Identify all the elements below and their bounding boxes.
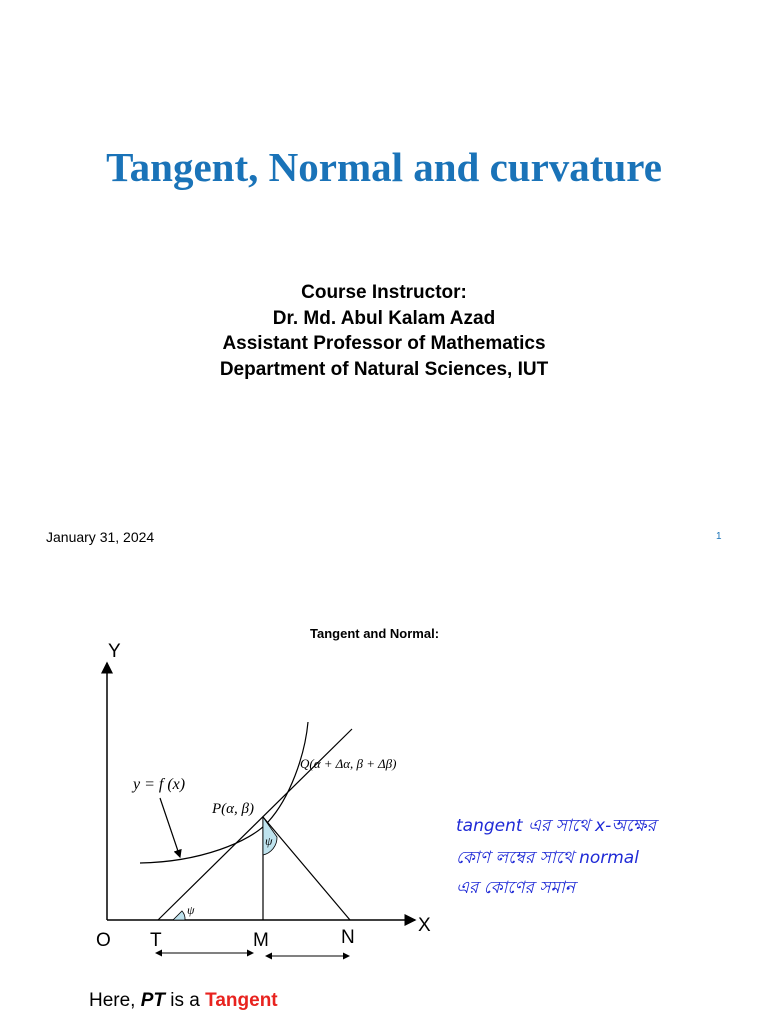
note-line: এর কোণের সমান <box>456 878 576 898</box>
curve-equation-label: y = f (x) <box>133 776 186 793</box>
angle-marker-t <box>173 911 185 920</box>
curve-pointer <box>160 798 180 857</box>
tangent-normal-slide <box>0 580 768 1024</box>
instructor-block <box>0 280 768 382</box>
point-t-label: T <box>150 930 162 951</box>
footer-tangent: Tangent <box>205 990 278 1011</box>
footer-middle: is a <box>165 990 206 1011</box>
normal-line <box>263 817 350 920</box>
angle-psi-p: ψ <box>265 834 273 848</box>
point-m-label: M <box>253 930 269 951</box>
page-number: 1 <box>716 531 722 542</box>
slide-title: Tangent, Normal and curvature <box>106 144 662 190</box>
note-line: কোণ লম্বের সাথে normal <box>456 848 639 868</box>
footer-pt: PT <box>140 990 166 1011</box>
point-q-label: Q(α + Δα, β + Δβ) <box>300 756 397 771</box>
slide-date: January 31, 2024 <box>46 529 155 545</box>
footer-prefix: Here, <box>89 990 141 1011</box>
slide-title: Tangent and Normal: <box>310 626 440 641</box>
x-axis-label: X <box>418 915 431 936</box>
point-p-label: P(α, β) <box>212 801 254 817</box>
instructor-line: Course Instructor: <box>301 282 467 303</box>
origin-label: O <box>96 930 111 951</box>
footer-caption <box>89 990 278 1012</box>
handwritten-note <box>456 816 660 898</box>
instructor-line: Dr. Md. Abul Kalam Azad <box>272 307 496 329</box>
note-line: tangent এর সাথে x-অক্ষের <box>456 816 656 836</box>
y-axis-label: Y <box>108 641 121 662</box>
point-n-label: N <box>341 927 355 948</box>
angle-psi-t: ψ <box>187 903 195 917</box>
instructor-line: Department of Natural Sciences, IUT <box>219 358 549 380</box>
instructor-line: Assistant Professor of Mathematics <box>222 333 546 354</box>
tangent-normal-diagram <box>0 580 768 1024</box>
